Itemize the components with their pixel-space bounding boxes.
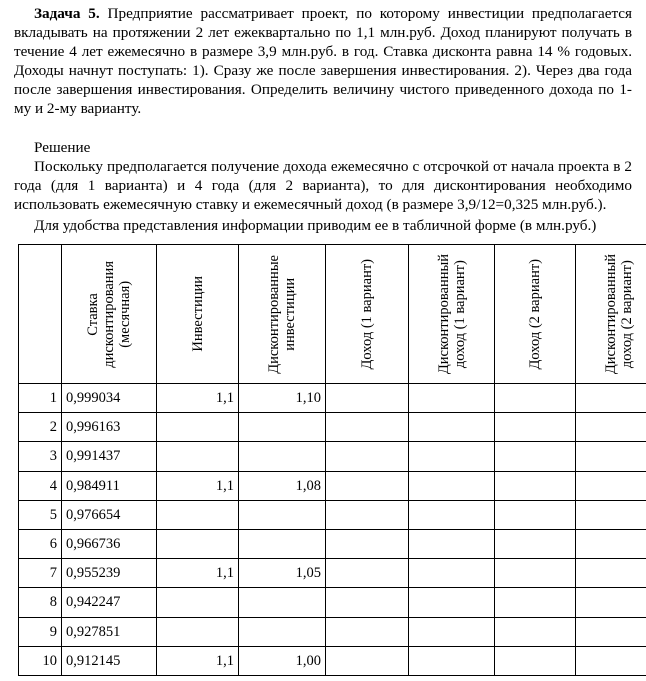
table-cell-inv: 1,1 — [157, 559, 239, 588]
table-caption: Для удобства представления информации приводим ее в табличной форме (в млн.руб.) — [34, 217, 597, 234]
header-cell: Дисконтированный доход (1 вариант) — [409, 245, 495, 384]
header-cell: Дисконтированный доход (2 вариант) — [576, 245, 646, 384]
table-cell-inc1 — [326, 471, 409, 500]
table-cell-rate: 0,955239 — [62, 559, 157, 588]
table-cell-inc1 — [326, 384, 409, 413]
table-cell-dinv: 1,05 — [239, 559, 326, 588]
table-cell-inc1 — [326, 500, 409, 529]
table-cell-inc1 — [326, 588, 409, 617]
table-cell-dinv: 1,00 — [239, 646, 326, 675]
table-cell-dinc1 — [409, 529, 495, 558]
table-cell-inc1 — [326, 646, 409, 675]
table-cell-n: 5 — [19, 500, 62, 529]
table-cell-n: 6 — [19, 529, 62, 558]
table-cell-inc2 — [495, 413, 576, 442]
table-cell-inv — [157, 500, 239, 529]
table-cell-inc2 — [495, 617, 576, 646]
table-cell-dinv — [239, 617, 326, 646]
problem-title: Задача 5. — [34, 5, 100, 22]
table-cell-inv — [157, 442, 239, 471]
table-cell-dinc1 — [409, 413, 495, 442]
table-cell-inv — [157, 529, 239, 558]
table-cell-inc2 — [495, 500, 576, 529]
table-row — [19, 588, 646, 617]
table-cell-inc1 — [326, 529, 409, 558]
table-cell-inc1 — [326, 617, 409, 646]
table-cell-n: 10 — [19, 646, 62, 675]
table-cell-dinc2 — [576, 442, 646, 471]
solution-paragraph: Поскольку предполагается получение дохода ежемесячно с отсрочкой от начала проекта в 2 года (для 1 варианта) и 4 года (для 2 варианта), то для дисконтирования необходимо использовать ежемесячную ставку и ежемесячный доход (в размере 3,9/12=0,325 млн.руб.). — [14, 158, 632, 213]
table-cell-dinc1 — [409, 442, 495, 471]
table-cell-rate: 0,996163 — [62, 413, 157, 442]
table-cell-n: 2 — [19, 413, 62, 442]
table-cell-dinc1 — [409, 559, 495, 588]
table-cell-n: 1 — [19, 384, 62, 413]
table-row — [19, 529, 646, 558]
table-row — [19, 413, 646, 442]
header-cell: Ставка дисконтирования (месячная) — [62, 245, 157, 384]
header-cell: Дисконтированные инвестиции — [239, 245, 326, 384]
table-cell-dinc1 — [409, 588, 495, 617]
table-cell-inc1 — [326, 442, 409, 471]
table-header-row — [19, 245, 646, 384]
table-cell-inc2 — [495, 588, 576, 617]
table-cell-n: 8 — [19, 588, 62, 617]
table-cell-rate: 0,966736 — [62, 529, 157, 558]
table-cell-dinv — [239, 413, 326, 442]
table-row — [19, 617, 646, 646]
table-cell-dinv — [239, 529, 326, 558]
table-cell-dinv — [239, 588, 326, 617]
problem-statement — [14, 4, 632, 118]
table-cell-dinc1 — [409, 471, 495, 500]
table-cell-rate: 0,942247 — [62, 588, 157, 617]
table-cell-n: 7 — [19, 559, 62, 588]
table-cell-n: 9 — [19, 617, 62, 646]
table-row — [19, 384, 646, 413]
table-cell-rate: 0,984911 — [62, 471, 157, 500]
table-cell-dinv — [239, 442, 326, 471]
table-cell-rate: 0,912145 — [62, 646, 157, 675]
table-row — [19, 559, 646, 588]
table-cell-inc2 — [495, 471, 576, 500]
table-cell-dinc1 — [409, 646, 495, 675]
table-cell-dinc2 — [576, 471, 646, 500]
table-cell-inc2 — [495, 559, 576, 588]
table-cell-dinc1 — [409, 617, 495, 646]
table-row — [19, 471, 646, 500]
table-cell-inc2 — [495, 442, 576, 471]
table-cell-n: 3 — [19, 442, 62, 471]
data-table — [18, 244, 646, 676]
header-cell: Доход (1 вариант) — [326, 245, 409, 384]
table-cell-dinc2 — [576, 559, 646, 588]
table-cell-inc2 — [495, 529, 576, 558]
table-row — [19, 500, 646, 529]
table-cell-inc1 — [326, 559, 409, 588]
table-cell-n: 4 — [19, 471, 62, 500]
table-cell-inv — [157, 588, 239, 617]
table-cell-dinv: 1,10 — [239, 384, 326, 413]
table-cell-dinc1 — [409, 384, 495, 413]
table-cell-inv: 1,1 — [157, 471, 239, 500]
table-cell-inc2 — [495, 646, 576, 675]
table-cell-dinc2 — [576, 588, 646, 617]
table-cell-rate: 0,991437 — [62, 442, 157, 471]
header-cell: Доход (2 вариант) — [495, 245, 576, 384]
table-cell-inc2 — [495, 384, 576, 413]
table-cell-dinc2 — [576, 500, 646, 529]
table-cell-dinc2 — [576, 617, 646, 646]
table-cell-inv: 1,1 — [157, 384, 239, 413]
table-cell-dinc2 — [576, 529, 646, 558]
table-row — [19, 646, 646, 675]
table-cell-inv — [157, 413, 239, 442]
table-cell-dinc1 — [409, 500, 495, 529]
table-cell-dinv: 1,08 — [239, 471, 326, 500]
table-cell-inc1 — [326, 413, 409, 442]
table-cell-inv: 1,1 — [157, 646, 239, 675]
solution-heading: Решение — [34, 139, 91, 156]
header-cell: Инвестиции — [157, 245, 239, 384]
table-cell-rate: 0,999034 — [62, 384, 157, 413]
table-cell-dinv — [239, 500, 326, 529]
table-cell-dinc2 — [576, 646, 646, 675]
table-cell-inv — [157, 617, 239, 646]
table-row — [19, 442, 646, 471]
problem-text: Предприятие рассматривает проект, по которому инвестиции предполагается вкладывать на протяжении 2 лет ежеквартально по 1,1 млн.руб. Доход планируют получать в течение 4 лет ежемесячно в размере 3,9 млн.руб. в год. Ставка дисконта равна 14 % годовых. Доходы начнут поступать: 1). Сразу же после завершения инвестирования. 2). Через два года после завершения инвестирования. Определить величину чистого приведенного дохода по 1-му и 2-му варианту. — [14, 5, 632, 117]
table-cell-dinc2 — [576, 413, 646, 442]
table-cell-dinc2 — [576, 384, 646, 413]
header-cell — [19, 245, 62, 384]
table-cell-rate: 0,927851 — [62, 617, 157, 646]
table-cell-rate: 0,976654 — [62, 500, 157, 529]
